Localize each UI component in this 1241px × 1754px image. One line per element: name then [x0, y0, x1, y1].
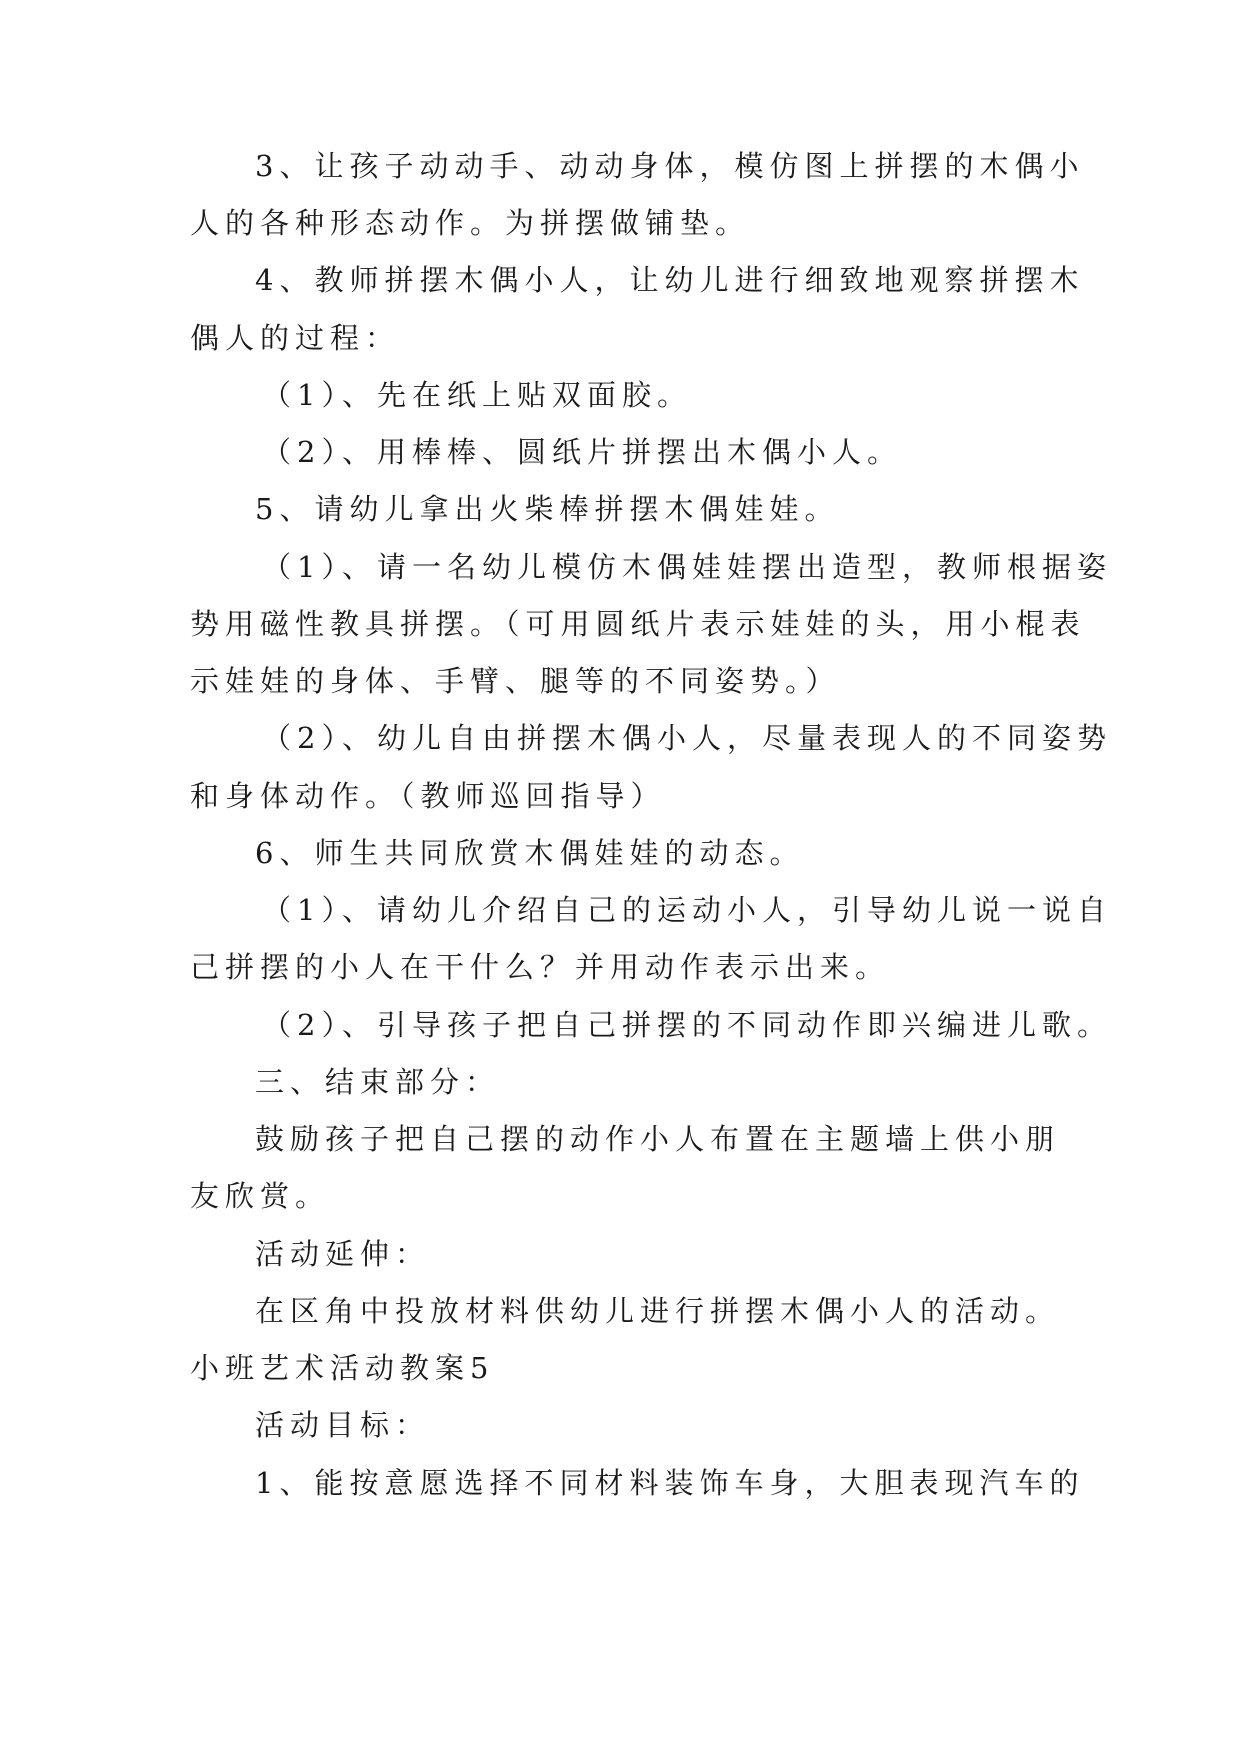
paragraph-line: 示娃娃的身体、手臂、腿等的不同姿势。）: [190, 664, 841, 698]
paragraph-line: 友欣赏。: [190, 1179, 331, 1213]
paragraph-line: （2）、引导孩子把自己拼摆的不同动作即兴编进儿歌。: [262, 1008, 1112, 1042]
paragraph-line: 势用磁性教具拼摆。（可用圆纸片表示娃娃的头，用小棍表: [190, 607, 1086, 641]
paragraph-line: 己拼摆的小人在干什么？并用动作表示出来。: [190, 950, 891, 984]
paragraph-line: 5、请幼儿拿出火柴棒拼摆木偶娃娃。: [255, 492, 840, 526]
paragraph-line: 人的各种形态动作。为拼摆做铺垫。: [190, 206, 751, 240]
paragraph-line: （2）、幼儿自由拼摆木偶小人，尽量表现人的不同姿势: [262, 721, 1112, 755]
paragraph-line: （2）、用棒棒、圆纸片拼摆出木偶小人。: [262, 435, 902, 469]
paragraph-line: 6、师生共同欣赏木偶娃娃的动态。: [255, 836, 805, 870]
paragraph-line: 和身体动作。（教师巡回指导）: [190, 779, 666, 813]
paragraph-line: （1）、请幼儿介绍自己的运动小人，引导幼儿说一说自: [262, 893, 1112, 927]
paragraph-line: 偶人的过程：: [190, 321, 401, 355]
paragraph-line: 3、让孩子动动手、动动身体，模仿图上拼摆的木偶小: [255, 149, 1085, 183]
paragraph-line: 1、能按意愿选择不同材料装饰车身，大胆表现汽车的: [255, 1466, 1085, 1500]
document-title: 小班艺术活动教案5: [190, 1351, 495, 1385]
section-heading: 活动目标：: [255, 1408, 431, 1442]
paragraph-line: 鼓励孩子把自己摆的动作小人布置在主题墙上供小朋: [255, 1122, 1061, 1156]
section-heading: 三、结束部分：: [255, 1065, 501, 1099]
paragraph-line: （1）、先在纸上贴双面胶。: [262, 378, 692, 412]
section-heading: 活动延伸：: [255, 1237, 431, 1271]
paragraph-line: （1）、请一名幼儿模仿木偶娃娃摆出造型，教师根据姿: [262, 550, 1112, 584]
paragraph-line: 在区角中投放材料供幼儿进行拼摆木偶小人的活动。: [255, 1294, 1061, 1328]
paragraph-line: 4、教师拼摆木偶小人，让幼儿进行细致地观察拼摆木: [255, 263, 1085, 297]
